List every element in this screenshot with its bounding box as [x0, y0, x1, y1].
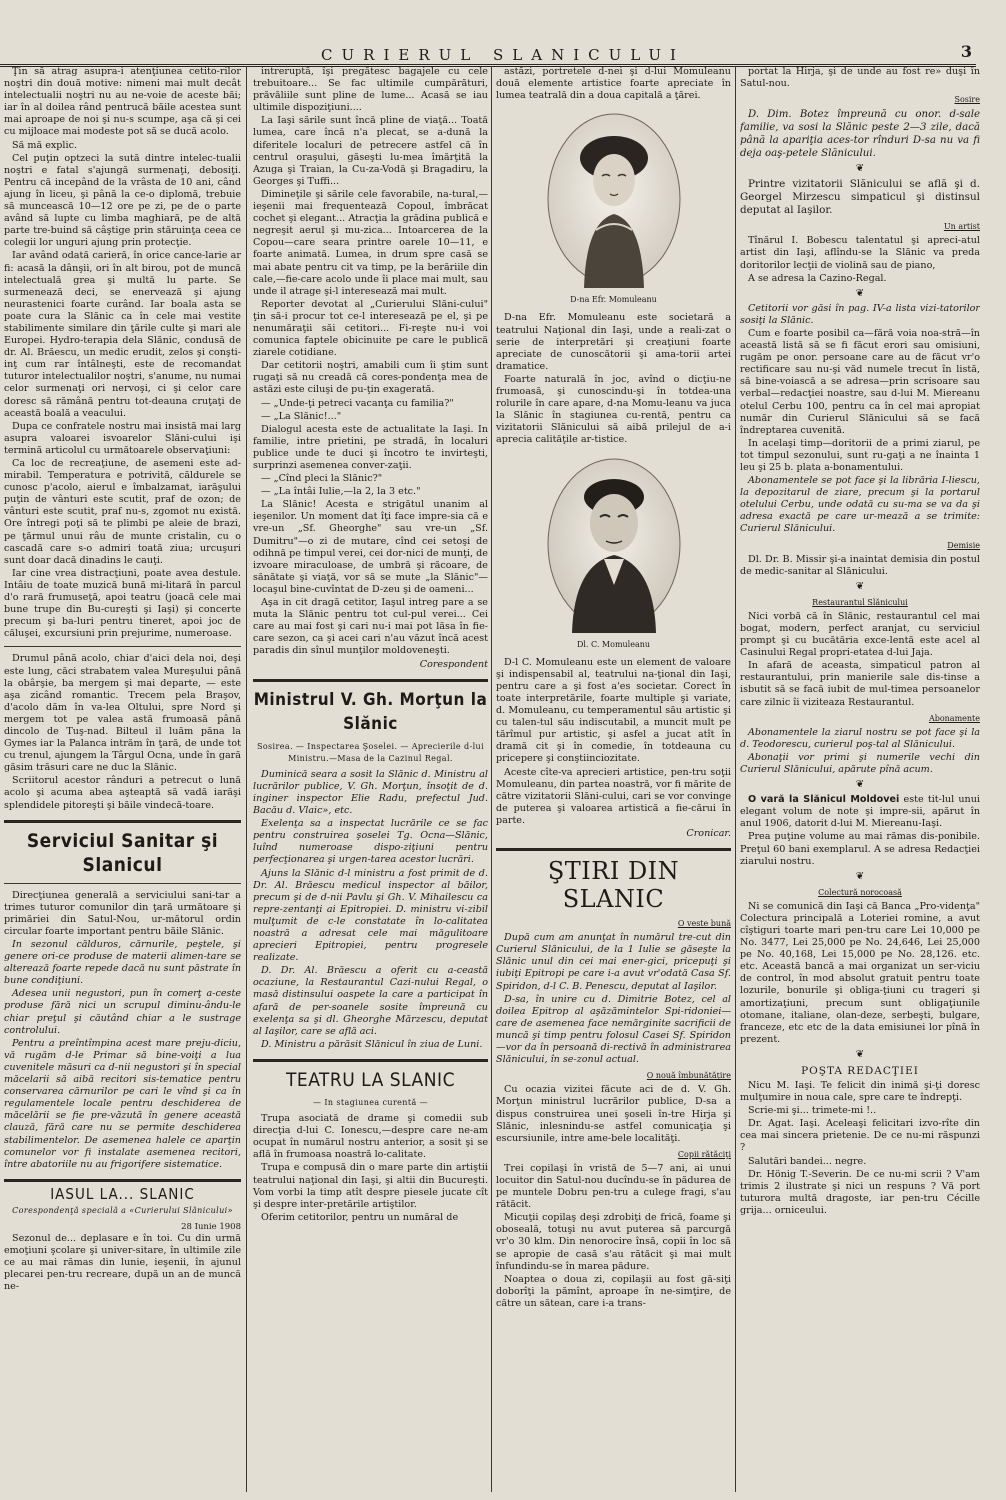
rubric-heading: Abonamente	[928, 713, 980, 723]
paragraph: Cetitorii vor găsi în pag. IV-a lista vizi-tatorilor sosiţi la Slănic.	[740, 302, 980, 326]
paragraph: Abonamentele la ziarul nostru se pot face şi la d. Teodorescu, curierul poş-tal al Slănicului.	[740, 726, 980, 750]
paragraph: A se adresa la Cazino-Regal.	[748, 272, 887, 284]
ornament-icon: ❦	[855, 580, 865, 592]
paragraph: portat la Hirja, şi de unde au fost re» duşi în Satul-nou.	[740, 66, 980, 90]
section-title-mortun: Ministrul V. Gh. Morţun la Slănic	[253, 689, 488, 734]
paragraph: Pentru a preîntîmpina acest mare preju-diciu, vă rugăm d-le Primar să bine-voiţi a lua cuvenitele măsuri ca d-nii negustori şi în special măcelarii să aibă recitori sis-tematice pentru conservarea cărnurilor pe cari le vînd şi ca în regulamentele locale pentru deschiderea de măcelării se fie pre-văzută în genere această clauză, fără care nu se permite deschiderea stabilimentelor. De asemenea halele ce aparţin comunelor vor fi instalate asemenea recitori, între abatoriile nu au frigorifere sistematice.	[4, 1037, 241, 1170]
paragraph: — „Cînd pleci la Slănic?"	[261, 473, 383, 485]
paragraph: Să mă explic.	[12, 139, 77, 151]
paragraph: Iar cine vrea distracţiuni, poate avea destule. Intâiu de toate muzică bună mi-litară în parcul d'o rară frumuseţă, apoi teatru (joacă cele mai bune trupe din Bu-cureşti şi Iaşi) şi concerte precum şi ba-luri pentru tineret, apoi joc de căluşei, excursiuni prin prejurime, numeroase.	[4, 567, 241, 640]
divider	[4, 883, 241, 884]
paragraph: D-l C. Momuleanu este un element de valoare şi indispensabil al, teatrului na-ţional din Iaşi, pentru care a şi fost a'es societar. Corect în toate interpretările, foarte multiple şi variate, d. Momuleanu, cu temperamentul său artistic şi cu talen-tul său indiscutabil, a muncit mult pe tărîmul pur artistic, şi asfel a jucat atît în dramă cit şi în comedie, în totdeauna cu pricepere şi conştiinciozitate.	[496, 656, 731, 765]
paragraph: Dupa ce confratele nostru mai insistă mai larg asupra valoarei isvoarelor Slăni-cului işi termină articolul cu următoarele observaţiuni:	[4, 420, 241, 456]
divider	[4, 820, 241, 823]
ornament-icon: ❦	[855, 870, 865, 882]
column-divider	[735, 66, 736, 1492]
paragraph: Cu ocazia vizitei făcute aci de d. V. Gh. Morţun ministrul lucrărilor publice, D-sa a dispus construirea unei şoseli în-tre Hirja şi Slănic, inlesnindu-se astfel comunicaţia şi escursiunile, intre ame-bele localităţi.	[496, 1084, 731, 1144]
paragraph: Dl. Dr. B. Missir şi-a inaintat demisia din postul de medic-sanitar al Slănicului.	[740, 553, 980, 577]
divider	[4, 1179, 241, 1182]
paragraph: Dr. Hönig T.-Severin. De ce nu-mi scrii ? V'am trimis 2 ilustrate şi nici un respuns ? Vă port tuturora multă dragoste, iar pen-tru Cécille grija... orniceului.	[740, 1168, 980, 1216]
paragraph: După cum am anunţat în numărul tre-cut din Curierul Slănicului, de la 1 Iulie se găseşte la Slănic unul din cei mai ener-gici, pricepuţi şi iubiţi Epitropi pe care i-a avut vr'odată Casa Sf. Spiridon, d-l C. B. Penescu, deputat al Iaşilor.	[496, 932, 731, 992]
paragraph: Adesea unii negustori, pun în comerţ a-ceste produse fără nici un scrupul diminu-ându-le chiar preţul şi căutând chiar a le sustrage controlului.	[4, 988, 241, 1036]
rubric-heading: Demisie	[947, 540, 980, 550]
ornament-icon: ❦	[855, 779, 865, 791]
rubric-heading: Sosire	[954, 95, 980, 105]
rubric-heading: Un artist	[943, 222, 980, 232]
paragraph: Cum e foarte posibil ca—fără voia noa-stră—în această listă să se fi făcut erori sau omisiuni, rugăm pe onor. persoane care au de făcut vr'o rectificare sau nu-şi văd numele trecut în listă, să bine-voiască a se adresa—prin scrisoare sau verbal—redacţiei noastre, sau d-lui M. Miereanu otelul Cerbu 100, pentru ca în cel mai apropiat număr din Curierul Slănicului să se facă îndreptarea cuvenită.	[740, 327, 980, 436]
column-2	[253, 66, 488, 1494]
section-title-iasul: IASUL LA... SLANIC	[50, 1184, 195, 1203]
paragraph: Trupa asociată de drame şi comedii sub direcţia d-lui C. Ionescu,—despre care ne-am ocupat în numărul nostru anterior, a sosit şi se află în frumoasa noastră lo-calitate.	[253, 1113, 488, 1161]
paragraph: Micuţii copilaş deşi zdrobiţi de frică, foame şi oboseală, totuşi nu avut puterea să parcurgă vr'o 30 klm. Din nenorocire însă, copii în loc să se apropie de casă s'au rătăcit şi mai mult înfundindu-se în marea pădure.	[496, 1212, 731, 1272]
divider	[253, 1059, 488, 1062]
paragraph: Direcţiunea generală a serviciului sani-tar a trimes tuturor comunilor din ţară următoare şi primăriei din Satul-Nou, ur-mătorul ordin circular foarte important pentru băile Slănic.	[4, 889, 241, 937]
paragraph: Dar cetitorii noştri, amabili cum îi ştim sunt rugaţi să nu creadă că cores-pondenţa mea de astăzi este ciluşi de pu-ţin exagerată.	[253, 360, 488, 396]
column-4	[740, 66, 980, 1494]
paragraph: Cel puţin optzeci la sută dintre intelec-tualii noştri e fatal s'ajungă surmenaţi, debosiţi. Pentru că incepând de la vrâsta de 10 ani, când ajung în liceu, şi până la ce-o diplomă, trebuie să muncească 10—12 ore pe zi, pe de o parte având să lupte cu limba maghiară, pe de altă parte tre-buind să câştige prin stăruinţa ceea ce colegii lor unguri ajung prin protecţie.	[4, 152, 241, 249]
rubric-heading: O veste bună	[677, 919, 731, 929]
subheading: Sosirea. — Inspectarea Şoselei. — Aprecierile d-lui Ministru.—Masa de la Cazinul Regal.	[256, 741, 485, 763]
paragraph: Dimineţile şi sările cele favorabile, na-tural,—ieşenii mai frequentează Copoul, îmbrăcat cochet şi elegant... Atracţia la grădina publică e negreşit aerul şi mu-zica... Intoarcerea de la Copou—care seara printre oarele 10—11, e foarte animată. Lumea, in drum spre casă se mai abate pentru cit va timp, pe la berăriile din cale,—fie-care acolo unde îi place mai mult, sau unde il atrage şi-l interesează mai mult.	[253, 188, 488, 297]
paragraph: Oferim cetitorilor, pentru un număral de	[261, 1211, 459, 1223]
paragraph: Reporter devotat al „Curierului Slăni-cului" ţin să-i procur tot ce-l interesează pe el, şi pe nenumăraţii săi cetitori... Fi-reşte nu-i voi comunica faptele obicinuite pe care le publică ziarele cotidiane.	[253, 298, 488, 359]
paragraph: Ajuns la Slănic d-l ministru a fost primit de d. Dr. Al. Brăescu medicul inspector al băilor, precum şi de d-nii Pavlu şi Gh. V. Mihailescu ca repre-zentanţi ai Epitropiei. D. ministru vi-zibil mulţumit de c-le constatate în lo-calitatea noastră a adresat cele mai măgulitoare aprecieri Epitropiei, pentru progresele realizate.	[253, 867, 488, 964]
paragraph: Iar având odată carieră, în orice cance-larie ar fi: acasă la dânşii, ori în alt birou, pot de muncă intelectuală grea şi multă lu parte. Se surmenează deci, se enervează şi ajung neurastenici foarte curând. Iar boala asta se poate cura la Slănic ca în cele mai vestite stabilimente similare din ţările culte şi mari ale Europei. Hydro-terapia dela Slănic, condusă de dr. Al. Brăescu, un medic erudit, zelos şi conşti-inţ cum rar întâlneşti, este de recomandat tuturor intelectualilor noştri, s'anume, nu numai celor surmenaţi ori nervoşi, ci şi celor care doresc să rămână pentru tot-deauna cruţaţi de această boală a veacului.	[4, 250, 241, 419]
paragraph: D. Dim. Botez împreună cu onor. d-sale familie, va sosi la Slănic peste 2—3 zile, dacă până la apariţia aces-tor rînduri D-sa nu va fi deja oaş-petele Slănicului.	[740, 109, 980, 160]
paragraph: Foarte naturală în joc, avînd o dicţiu-ne frumoasă, şi cunoscindu-şi în totdea-una rolurile în care apare, d-na Momu-leanu va juca la Slănic în stagiunea cu-rentă, pentru ca vizitatorii Slănicului să aibă prilejul de a-i aprecia calităţile ar-tistice.	[496, 373, 731, 446]
paragraph: D-na Efr. Momuleanu este societară a teatrului Naţional din Iaşi, unde a reali-zat o serie de interpretări şi creaţiuni foarte apreciate de cunoscătorii şi ama-torii artei dramatice.	[496, 312, 731, 372]
paragraph: Abonamentele se pot face şi la librăria I-liescu, la depozitarul de ziare, precum şi la portarul otelului Cerbu, unde odată cu su-ma se va da şi adresa exactă pe care ur-mează a se trimite: Curierul Slănicului.	[740, 475, 980, 535]
paragraph: Trupa e compusă din o mare parte din artiştii teatrului naţional din Iaşi, şi altii din Bucureşti. Vom vorbi la timp atît despre piesele jucate cît şi despre inter-pretările artiştilor.	[253, 1162, 488, 1210]
rubric-heading: Copii rătăciţi	[677, 1149, 731, 1159]
signature: Cronicar.	[686, 828, 731, 839]
paragraph: este tit-lul unui elegant volum de note şi impre-sii, apărut în anul 1906, datorit d-lui M. Miereanu-Iaşi.	[740, 794, 980, 830]
paragraph: Exelenţa sa a inspectat lucrările ce se fac pentru construirea şoselei Tg. Ocna—Slănic, luînd numeroase dispo-ziţiuni pentru perfecţionarea şi urgen-tarea acestor lucrări.	[253, 818, 488, 866]
paragraph: astăzi, portretele d-nei şi d-lui Momuleanu două elemente artistice foarte apreciate în lumea teatrală din a doua capitală a ţărei.	[496, 66, 731, 102]
section-title-posta: POŞTA REDACŢIEI	[801, 1064, 919, 1077]
paragraph: Scrie-mi şi... trimete-mi !..	[748, 1105, 877, 1117]
divider	[4, 646, 241, 647]
paragraph: In acelaşi timp—doritorii de a primi ziarul, pe tot timpul sezonului, sunt ru-gaţi a ne înainta 1 leu şi 25 b. plata a-bonamentului.	[740, 437, 980, 473]
paragraph: Printre vizitatorii Slănicului se află şi d. Georgel Mirzescu simpaticul şi distinsul deputat al Iaşilor.	[740, 178, 980, 217]
paragraph: Scriitorul acestor rânduri a petrecut o lună acolo şi acuma abea aşteaptă să vadă iarăşi splendidele pitoreşti şi băile vindecă-toare.	[4, 775, 241, 811]
paragraph: Sezonul de... deplasare e în toi. Cu din urmă emoţiuni şcolare şi univer-sitare, în ultimile zile ce au mai rămas din lunie, ieşenii, în ajunul plecarei pen-tru recreare, după un an de muncă ne-	[4, 1233, 241, 1293]
paragraph: La Iaşi sările sunt încă pline de viaţă... Toată lumea, care încă n'a plecat, se a-dună la diferitele localuri de petrecere astfel că în centrul oraşului, găseşti lu-mea îmărţită la Azuga şi Traian, la Cu-za-Vodă şi Bragadiru, la Georges şi Tuffi...	[253, 115, 488, 187]
rubric-heading: O nouă îmbunătăţire	[646, 1071, 731, 1081]
paragraph: Drumul până acolo, chiar d'aici dela noi, deşi este lung, căci strabatem valea Mureşului până la obârşie, ba mergem şi mai departe, — este aşa zicând romantic. Trecem pela Braşov, d'acolo dăm în va-lea Oltului, spre Nord şi mergem tot pe valea astă frumoasă până dincolo de Tuş-nad. Bilteul il luăm păna la Gymes iar la Palanca intrăm în ţară, de unde tot cu trenul, ajungem la Târgul Ocna, unde în gară găsim trăsuri care ne duc la Slănic.	[4, 653, 241, 774]
page-number: 3	[960, 42, 972, 61]
paragraph: Dr. Agat. Iaşi. Aceleaşi felicitari izvo-rîte din cea mai sincera prietenie. De ce nu-mi răspunzi ?	[740, 1118, 980, 1154]
rubric-heading: Colectură norocoasă	[818, 887, 902, 897]
paragraph: — „La Slănic!..."	[261, 410, 342, 422]
paragraph: Duminică seara a sosit la Slănic d. Ministru al lucrărilor publice, V. Gh. Morţun, însoţit de d. inginer inspector Elie Radu, prefectul Jud. Bacău d. Vlaic», etc.	[253, 768, 488, 817]
divider	[496, 848, 731, 851]
paragraph: Ţin să atrag asupra-i atenţiunea cetito-rilor noştri din două motive: nimeni mai mult decât intelectualii noştri nu au ne-voie de aceste băi; iar în al doilea rând pentrucă băile acestea sunt mai aproape de noi şi nu-s scumpe, aşa că şi cei cu mijloace mai modeste pot să se ducă acolo.	[4, 66, 241, 138]
paragraph: La Slănic! Acesta e strigătul unanim al ieşenilor. Un moment dat îţi face impre-sia că e vre-un „Sf. Gheorghe" sau vre-un „Sf. Dumitru"—o zi de mutare, cînd cei setoşi de odihnă pe timpul verei, cei dor-nici de munţi, de izvoare miraculoase, de umbră şi răcoare, de sănătate şi viaţă, vor să se mute „la Slănic"—locaşul bine-cuvîntat de D-zeu şi de oameni...	[253, 499, 488, 595]
paragraph: Dialogul acesta este de actualitate la Iaşi. In familie, intre prietini, pe stradă, în localuri publice unde te duci şi încotro te invirteşti, surprinzi asemenea conver-zaţii.	[253, 423, 488, 471]
dateline: 28 Iunie 1908	[181, 1221, 241, 1232]
photo-caption: D-na Efr. Momuleanu	[570, 295, 657, 305]
paragraph: Trei copilaşi în vristă de 5—7 ani, ai unui locuitor din Satul-nou ducîndu-se în pădurea de pe muntele Dobru pen-tru a culege fragi, s'au rătăcit.	[496, 1162, 731, 1211]
paragraph: In afară de aceasta, simpaticul patron al restaurantului, prin manierile sale dis-tinse a isbutit să se facă iubit de mul-timea persoanelor care zilnic îi viziteaza Restaurantul.	[740, 660, 980, 708]
subheading: Corespondenţă specială a «Curierului Slănicului»	[12, 1205, 233, 1215]
paragraph: Nici vorbă că în Slănic, restaurantul cel mai bogat, modern, perfect aranjat, cu serviciul prompt şi cu bucătăria exce-lentă este acel al Casinului Regal propri-etatea d-lui Jaja.	[740, 610, 980, 659]
paragraph: Aceste cîte-va aprecieri artistice, pen-tru soţii Momuleanu, din partea noastră, vor fi mărite de către vizitatorii Slăni-cului, cari se vor convinge de puterea şi valoarea artistică a fie-cărui în parte.	[496, 766, 731, 826]
column-divider	[246, 66, 247, 1492]
paragraph: Aşa in cit dragă cetitor, Iaşul intreg pare a se muta la Slănic pentru tot cul-pul verei... Cei care au mai fost şi cari nu-i mai pot lăsa în fie-care sezon, ca şi acei cari n'au văzut încă acest paradis din sînul munţilor moldoveneşti.	[253, 597, 488, 657]
paragraph: Tînărul I. Bobescu talentatul şi apreci-atul artist din Iaşi, aflîndu-se la Slănic va preda doritorilor lecţii de violină sau de piano,	[740, 235, 980, 271]
portrait-photo	[544, 455, 684, 633]
column-1	[4, 66, 241, 1494]
paragraph: intreruptă, îşi pregătesc bagajele cu cele trebuitoare... Se fac ultimile cumpărături, prăvăliile sunt pline de lume... Acasă se iau ultimile dispoziţiuni....	[253, 66, 488, 114]
paragraph: D. Dr. Al. Brăescu a oferit cu a-ceastă ocaziune, la Restaurantul Cazi-nului Regal, o masă distinsului oaspete la care a participat în afară de per-soanele sosite împreună cu exelenţa sa şi dl. Gheorghe Mărzescu, deputat al Iaşilor, care se află aci.	[253, 965, 488, 1037]
paragraph: Abonaţii vor primi şi numerile vechi din Curierul Slănicului, apărute pînă acum.	[740, 751, 980, 776]
paragraph: Prea puţine volume au mai rămas dis-ponibile. Preţul 60 bani exemplarul. A se adresa Redacţiei ziarului nostru.	[740, 831, 980, 867]
paragraph: D. Ministru a părăsit Slănicul în ziua de Luni.	[261, 1038, 483, 1050]
paragraph: Noaptea o doua zi, copilaşii au fost gă-siţi doborîţi la pămînt, aproape în ne-simţire, de către un sătean, care i-a trans-	[496, 1273, 731, 1309]
paragraph: Ca loc de recreaţiune, de asemeni este ad-mirabil. Temperatura e potrivită, căldurele se cunosc p'acolo, aierul e îmbalzamat, iarăşului puţin de vânturi este scutit, praf de ozon; de vânturi este scutit, praf nu-s, zgomot nu există. Ore întregi poţi să te plimbi pe aleie de brazi, pe ţărmul unui râu de munte cristalin, cu o cascadă care s-o admiri toată ziua; urcuşuri sunt doar dacă dinadins le cauţi.	[4, 458, 241, 566]
column-divider	[491, 66, 492, 1492]
paragraph: Salutări bandei... negre.	[748, 1155, 867, 1167]
paragraph: D-sa, în unire cu d. Dimitrie Botez, cel al doilea Epitrop al aşăzămintelor Spi-ridoniei—care de asemenea face nemărginite sacrificii de muncă şi timp pentru folosul Casei Sf. Spiridon—vor da în persoană di-rectivă în administrarea Slănicului, în se-zonul actual.	[496, 993, 731, 1066]
paragraph: — „Unde-ţi petreci vacanţa cu familia?"	[261, 397, 454, 409]
ornament-icon: ❦	[855, 1048, 865, 1060]
divider	[253, 679, 488, 682]
portrait-efr-momuleanu	[496, 110, 731, 292]
portrait-photo	[544, 110, 684, 288]
paragraph: Ni se comunică din Iaşi că Banca „Pro-videnţa" Colectura principală a Loteriei romine, a avut cîştiguri toarte mari pen-tru care Lei 10,000 pe No. 3477, Lei 25,000 pe No. 24,646, Lei 25,000 pe No. 40,168, Lei 15,000 pe No. 28,126. etc. etc. Această bancă a mai organizat un ser-viciu de control, în mod absolut gratuit pentru toate lozurile, bonurile şi obliga-ţiuni cu trageri şi amortizaţiuni, precum sunt obligaţiunile otomane, italiane, olan-deze, serbeşti, bulgare, franceze, etc etc de la data emisiunei lor pînă în prezent.	[740, 900, 980, 1045]
ornament-icon: ❦	[855, 163, 865, 175]
photo-caption: Dl. C. Momuleanu	[576, 639, 651, 649]
portrait-c-momuleanu	[496, 455, 731, 637]
paragraph: — „La întâi Iulie,—la 2, la 3 etc."	[261, 486, 421, 498]
section-title-stiri: ŞTIRI DIN SLANIC	[547, 857, 680, 914]
ornament-icon: ❦	[855, 287, 865, 299]
paragraph: In sezonul călduros, cărnurile, peştele, şi genere ori-ce produse de materii alimen-tare se alterează foarte repede dacă nu sunt păstrate în bune condiţiuni.	[4, 939, 241, 987]
paragraph: Nicu M. Iaşi. Te felicit din inimă şi-ţi doresc mulţumire in noua cale, spre care te îndrepţi.	[740, 1080, 980, 1104]
signature: Corespondent	[419, 658, 488, 670]
section-title-teatru: TEATRU LA SLANIC	[285, 1068, 456, 1091]
column-3	[496, 66, 731, 1494]
rubric-heading: Restaurantul Slănicului	[812, 597, 908, 607]
masthead-title: CURIERUL SLANICULUI	[321, 46, 685, 64]
section-title-serviciul: Serviciul Sanitar şi Slanicul	[26, 829, 219, 876]
subheading: — In stagiunea curentă —	[313, 1097, 428, 1107]
vara-title: O vară la Slănicul Moldovei	[748, 794, 900, 806]
